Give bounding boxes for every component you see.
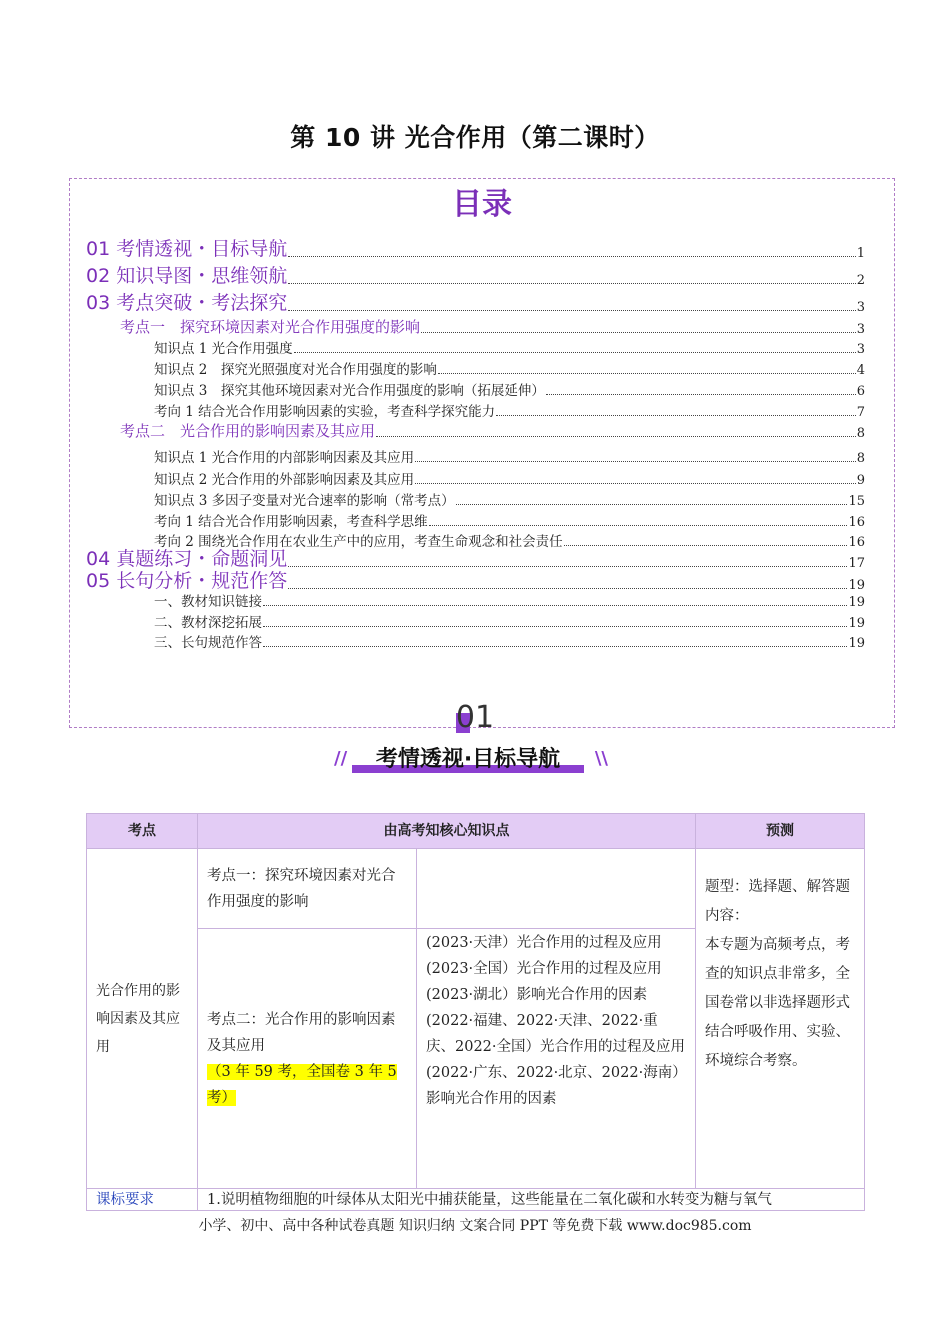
toc-entry-text: 知识点 3 多因子变量对光合速率的影响（常考点）: [154, 493, 455, 509]
toc-entry-page: 8: [856, 451, 865, 466]
exam-list-cell: [417, 929, 696, 1189]
requirement-text: 1.说明植物细胞的叶绿体从太阳光中捕获能量，这些能量在二氧化碳和水转变为糖与氧气: [198, 1189, 865, 1211]
toc-leader-dots: [376, 435, 856, 437]
toc-leader-dots: [288, 309, 856, 311]
toc-entry[interactable]: [154, 337, 865, 357]
toc-entry-page: 17: [848, 556, 865, 571]
banner-slash-left-icon: //: [334, 748, 348, 769]
prediction-cell: [696, 849, 865, 1189]
table-header-row: [87, 814, 865, 849]
toc-entry-page: 3: [856, 322, 865, 337]
toc-entry-text: 知识点 3 探究其他环境因素对光合作用强度的影响（拓展延伸）: [154, 383, 545, 399]
toc-entry-text: 01 考情透视・目标导航: [86, 238, 288, 260]
toc-entry-page: 19: [848, 636, 865, 651]
toc-entry-text: 02 知识导图・思维领航: [86, 265, 288, 287]
toc-leader-dots: [421, 331, 856, 333]
toc-entry-page: 15: [848, 494, 865, 509]
table-row: [87, 1189, 865, 1211]
point1-detail-cell: [417, 849, 696, 929]
toc-leader-dots: [415, 482, 856, 484]
toc-entry-page: 3: [856, 300, 865, 315]
toc-entry-text: 考向 1 结合光合作用影响因素，考查科学思维: [154, 514, 428, 530]
toc-leader-dots: [288, 282, 856, 284]
section-number: 01: [455, 700, 495, 735]
requirement-label: 课标要求: [87, 1189, 198, 1211]
toc-entry-page: 19: [848, 595, 865, 610]
toc-entry[interactable]: [154, 489, 865, 509]
document-title: 第 10 讲 光合作用（第二课时）: [290, 123, 660, 152]
toc-leader-dots: [546, 393, 856, 395]
point1-cell: 考点一：探究环境因素对光合作用强度的影响: [198, 849, 417, 929]
toc-entry[interactable]: [154, 400, 865, 420]
prediction-content-label: 内容：: [705, 908, 749, 924]
exam-item: (2023·湖北）影响光合作用的因素: [426, 987, 648, 1003]
toc-leader-dots: [456, 503, 848, 505]
toc-entry[interactable]: [154, 631, 865, 651]
exam-item: (2022·福建、2022·天津、2022·重庆、2022·全国）光合作用的过程及应用: [426, 1013, 686, 1055]
toc-leader-dots: [415, 460, 856, 462]
page-footer: 小学、初中、高中各种试卷真题 知识归纳 文案合同 PPT 等免费下载 www.doc985.com: [198, 1218, 752, 1234]
toc-entry-page: 9: [856, 473, 865, 488]
toc-entry[interactable]: [120, 420, 865, 441]
toc-entry[interactable]: [154, 379, 865, 399]
point2-text: 考点二：光合作用的影响因素及其应用: [207, 1011, 396, 1054]
toc-entry-page: 16: [848, 515, 865, 530]
toc-leader-dots: [438, 372, 856, 374]
toc-leader-dots: [288, 255, 856, 257]
toc-leader-dots: [263, 625, 847, 627]
toc-entry-page: 3: [856, 342, 865, 357]
toc-entry-page: 19: [848, 616, 865, 631]
toc-entry-text: 一、教材知识链接: [154, 594, 262, 610]
toc-entry-text: 三、长句规范作答: [154, 635, 262, 651]
toc-entry-page: 2: [856, 273, 865, 288]
toc-entry-text: 知识点 2 光合作用的外部影响因素及其应用: [154, 472, 415, 488]
toc-entry-text: 考向 1 结合光合作用影响因素的实验，考查科学探究能力: [154, 404, 496, 420]
toc-entry-page: 16: [848, 535, 865, 550]
prediction-type: 题型：选择题、解答题: [705, 879, 850, 895]
toc-leader-dots: [294, 351, 856, 353]
table-row: [87, 849, 865, 929]
toc-entry[interactable]: [154, 510, 865, 530]
topic-cell: 光合作用的影响因素及其应用: [87, 849, 198, 1189]
toc-entry-page: 8: [856, 426, 865, 441]
prediction-content: 本专题为高频考点，考查的知识点非常多，全国卷常以非选择题形式结合呼吸作用、实验、环境综合考察。: [705, 937, 850, 1069]
toc-entry[interactable]: [154, 590, 865, 610]
header-cell-prediction: 预测: [696, 814, 865, 849]
header-cell-knowledge: 由高考知核心知识点: [198, 814, 696, 849]
toc-entry-text: 03 考点突破・考法探究: [86, 292, 288, 314]
section-title: 考情透视·目标导航: [375, 747, 561, 772]
toc-leader-dots: [429, 524, 848, 526]
exam-item: (2023·天津）光合作用的过程及应用: [426, 935, 662, 951]
toc-entry-text: 二、教材深挖拓展: [154, 615, 262, 631]
toc-leader-dots: [496, 414, 856, 416]
toc-entry-text: 考向 2 围绕光合作用在农业生产中的应用，考查生命观念和社会责任: [154, 534, 563, 550]
toc-leader-dots: [288, 587, 847, 589]
toc-entry[interactable]: [154, 446, 865, 466]
toc-entry[interactable]: [86, 288, 865, 315]
toc-entry-page: 4: [856, 363, 865, 378]
section-banner: [332, 742, 608, 778]
exam-item: (2022·广东、2022·北京、2022·海南）影响光合作用的因素: [426, 1065, 680, 1107]
toc-entry[interactable]: [154, 611, 865, 631]
exam-item: (2023·全国）光合作用的过程及应用: [426, 961, 662, 977]
toc-entry[interactable]: [154, 468, 865, 488]
toc-entry-page: 19: [848, 578, 865, 593]
toc-entry-text: 知识点 1 光合作用强度: [154, 341, 293, 357]
toc-entry-text: 知识点 2 探究光照强度对光合作用强度的影响: [154, 362, 437, 378]
toc-leader-dots: [263, 645, 847, 647]
toc-heading: 目录: [452, 187, 512, 222]
toc-entry-text: 04 真题练习・命题洞见: [86, 548, 288, 570]
toc-entry-text: 考点二 光合作用的影响因素及其应用: [120, 422, 376, 440]
toc-entry-page: 7: [856, 405, 865, 420]
toc-entry[interactable]: [86, 566, 865, 593]
toc-entry[interactable]: [86, 234, 865, 261]
toc-entry[interactable]: [154, 358, 865, 378]
exam-analysis-table: [86, 813, 865, 1211]
toc-leader-dots: [263, 604, 847, 606]
toc-entry-text: 05 长句分析・规范作答: [86, 570, 288, 592]
banner-slash-right-icon: \\: [594, 748, 608, 769]
toc-entry[interactable]: [120, 316, 865, 337]
point2-highlight: （3 年 59 考，全国卷 3 年 5 考）: [207, 1063, 397, 1106]
toc-entry-page: 1: [856, 246, 865, 261]
point2-cell: [198, 929, 417, 1189]
toc-entry-text: 考点一 探究环境因素对光合作用强度的影响: [120, 318, 421, 336]
toc-entry[interactable]: [86, 261, 865, 288]
toc-entry-page: 6: [856, 384, 865, 399]
toc-entry-text: 知识点 1 光合作用的内部影响因素及其应用: [154, 450, 415, 466]
header-cell-topic: 考点: [87, 814, 198, 849]
